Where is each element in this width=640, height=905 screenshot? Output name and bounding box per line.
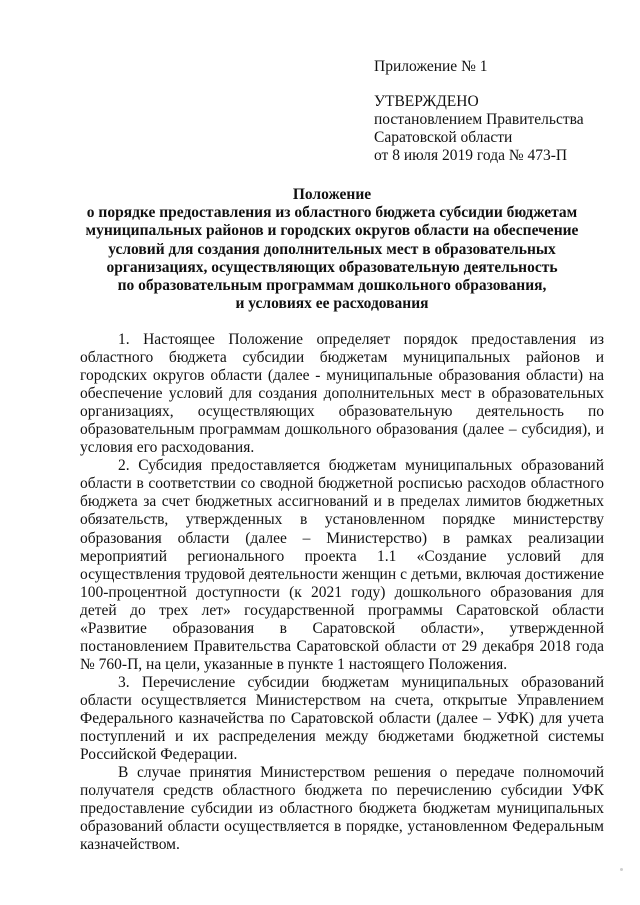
paragraph-4: В случае принятия Министерством решения о передаче полномочий получателя средств областного бюджета по перечислению субсидии УФК предоставление субсидии из областного бюджета бюджетам муниципальных образований области осуществляется в порядке, установленном Федеральным казначейством. [80,764,604,854]
title-line: и условиях ее расходования [235,295,429,313]
approval-line-2: Саратовской области [374,129,513,146]
title-line: по образовательным программам дошкольного образования, [117,277,547,295]
approved-label: УТВЕРЖДЕНО [374,93,479,110]
title-line: о порядке предоставления из областного бюджета субсидии бюджетам [86,204,578,222]
paragraph-2: 2. Субсидия предоставляется бюджетам муниципальных образований области в соответствии со сводной бюджетной росписью расходов областного бюджета за счет бюджетных ассигнований и в пределах лимитов бюджетных обязательств, утвержденных в установленном порядке министерству образования области (далее – Министерство) в рамках реализации мероприятий регионального проекта 1.1 «Создание условий для осуществления трудовой деятельности женщин с детьми, включая достижение 100-процентной доступности (к 2021 году) дошкольного образования для детей до трех лет» государственной программы Саратовской области «Развитие образования в Саратовской области», утвержденной постановлением Правительства Саратовской области от 29 декабря 2018 года № 760-П, на цели, указанные в пункте 1 настоящего Положения. [80,457,604,673]
approval-line-3: от 8 июля 2019 года № 473-П [374,147,568,164]
title-line: организациях, осуществляющих образовательную деятельность [106,258,558,276]
title-line: муниципальных районов и городских округов области на обеспечение [85,222,579,240]
document-body [80,331,604,854]
appendix-label: Приложение № 1 [374,58,488,75]
scan-artifact [620,868,623,871]
paragraph-1: 1. Настоящее Положение определяет порядок предоставления из областного бюджета субсидии бюджетам муниципальных районов и городских округов области (далее - муниципальные образования области) на обеспечение условий для создания дополнительных мест в образовательных организациях, осуществляющих образовательную деятельность по образовательным программам дошкольного образования (далее – субсидия), и условия его расходования. [80,331,604,457]
document-title [62,186,602,313]
approval-line-1: постановлением Правительства [374,111,584,128]
approval-stamp [374,58,624,165]
title-heading: Положение [292,186,372,203]
paragraph-3: 3. Перечисление субсидии бюджетам муниципальных образований области осуществляется Министерством на счета, открытые Управлением Федерального казначейства по Саратовской области (далее – УФК) для учета поступлений и их распределения между бюджетами бюджетной системы Российской Федерации. [80,673,604,764]
title-line: условий для создания дополнительных мест в образовательных [108,240,556,258]
